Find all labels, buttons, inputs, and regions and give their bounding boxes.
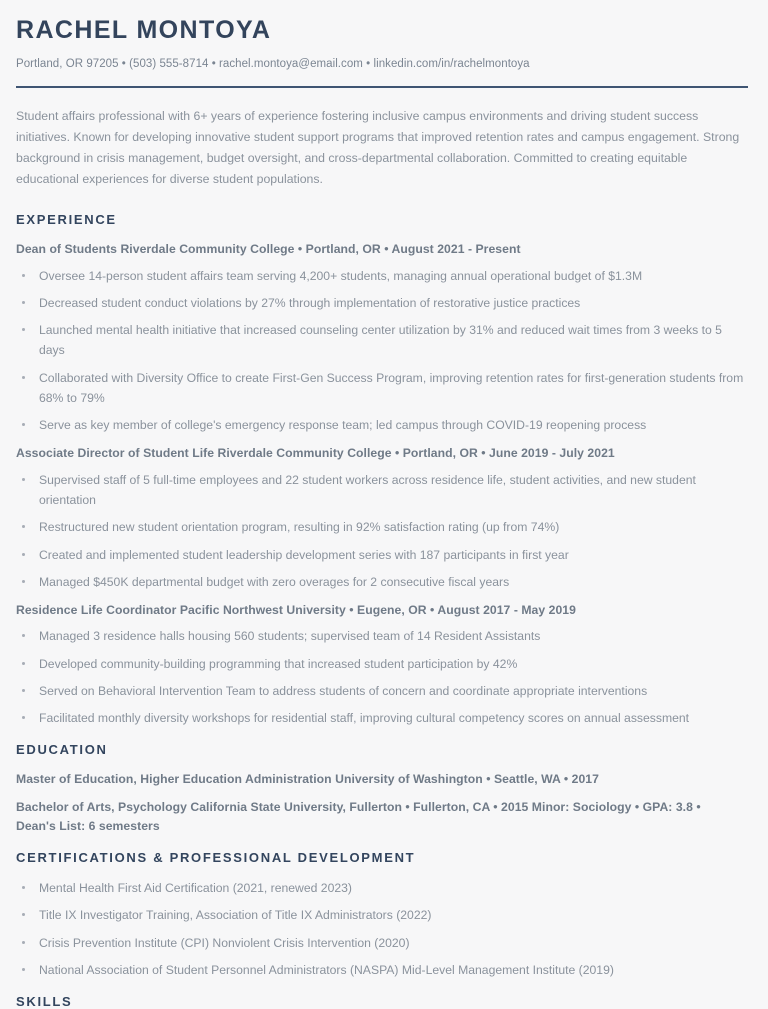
resume-header <box>16 16 748 88</box>
list-item: Title IX Investigator Training, Association of Title IX Administrators (2022) <box>22 905 747 925</box>
list-item: Oversee 14-person student affairs team serving 4,200+ students, managing annual operational budget of $1.3M <box>22 266 747 286</box>
list-item: Supervised staff of 5 full-time employees and 22 student workers across residence life, student activities, and new student orientation <box>22 470 747 511</box>
contact-line: Portland, OR 97205 • (503) 555-8714 • rachel.montoya@email.com • linkedin.com/in/rachelmontoya <box>16 57 530 70</box>
section-heading-skills: SKILLS <box>16 994 73 1009</box>
page-title: RACHEL MONTOYA <box>16 16 272 44</box>
list-item: Decreased student conduct violations by 27% through implementation of restorative justice practices <box>22 293 747 313</box>
list-item: Restructured new student orientation program, resulting in 92% satisfaction rating (up from 74%) <box>22 517 747 537</box>
experience-entry-heading: Associate Director of Student Life Riverdale Community College • Portland, OR • June 2019 - July 2021 <box>16 446 615 461</box>
experience-bullet-list <box>16 626 748 728</box>
list-item: Served on Behavioral Intervention Team to address students of concern and coordinate appropriate interventions <box>22 681 747 701</box>
section-skills <box>16 994 748 1009</box>
list-item: Serve as key member of college's emergency response team; led campus through COVID-19 reopening process <box>22 415 747 435</box>
section-certifications <box>16 850 748 980</box>
header-divider <box>16 86 748 88</box>
professional-summary: Student affairs professional with 6+ years of experience fostering inclusive campus environments and driving student success initiatives. Known for developing innovative student support programs that improved retention rates and campus engagement. Strong background in crisis management, budget oversight, and cross-departmental collaboration. Committed to creating equitable educational experiences for diverse student populations. <box>16 108 740 187</box>
list-item: Facilitated monthly diversity workshops for residential staff, improving cultural competency scores on annual assessment <box>22 708 747 728</box>
education-entry: Bachelor of Arts, Psychology California State University, Fullerton • Fullerton, CA • 2015 Minor: Sociology • GPA: 3.8 • Dean's List: 6 semesters <box>16 800 701 834</box>
section-experience <box>16 212 748 728</box>
experience-bullet-list <box>16 470 748 592</box>
list-item: Developed community-building programming that increased student participation by 42% <box>22 654 747 674</box>
experience-entry <box>16 240 748 435</box>
list-item: Launched mental health initiative that increased counseling center utilization by 31% and reduced wait times from 3 weeks to 5 days <box>22 320 747 361</box>
certifications-bullet-list <box>16 878 748 980</box>
list-item: Crisis Prevention Institute (CPI) Nonviolent Crisis Intervention (2020) <box>22 933 747 953</box>
experience-entry <box>16 444 748 592</box>
experience-bullet-list <box>16 266 748 436</box>
list-item: Created and implemented student leadership development series with 187 participants in first year <box>22 545 747 565</box>
list-item: Managed 3 residence halls housing 560 students; supervised team of 14 Resident Assistants <box>22 626 747 646</box>
section-heading-certifications: CERTIFICATIONS & PROFESSIONAL DEVELOPMENT <box>16 850 416 866</box>
experience-entry-heading: Residence Life Coordinator Pacific Northwest University • Eugene, OR • August 2017 - May 2019 <box>16 603 576 617</box>
section-heading-education: EDUCATION <box>16 742 108 758</box>
experience-entry-heading: Dean of Students Riverdale Community College • Portland, OR • August 2021 - Present <box>16 242 521 257</box>
section-heading-experience: EXPERIENCE <box>16 212 117 228</box>
experience-entry <box>16 601 748 728</box>
list-item: Mental Health First Aid Certification (2021, renewed 2023) <box>22 878 747 898</box>
list-item: Collaborated with Diversity Office to create First-Gen Success Program, improving retention rates for first-generation students from 68% to 79% <box>22 368 747 409</box>
education-entry: Master of Education, Higher Education Administration University of Washington • Seattle, WA • 2017 <box>16 772 599 787</box>
list-item: National Association of Student Personnel Administrators (NASPA) Mid-Level Management Institute (2019) <box>22 960 747 980</box>
list-item: Managed $450K departmental budget with zero overages for 2 consecutive fiscal years <box>22 572 747 592</box>
section-education <box>16 742 748 836</box>
